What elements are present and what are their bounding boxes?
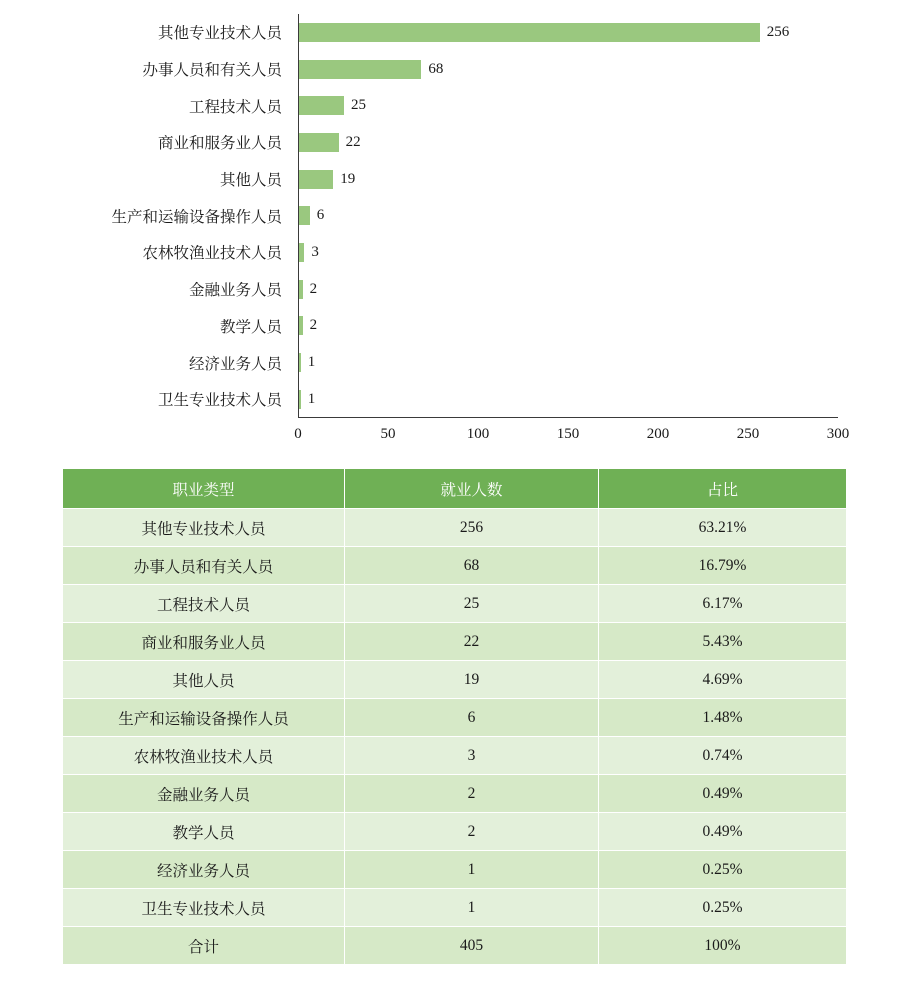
chart-bar-row [299, 161, 838, 198]
table-row [63, 889, 847, 927]
table-cell: 100% [599, 927, 847, 965]
chart-x-axis [294, 418, 850, 448]
chart-category-label: 农林牧渔业技术人员 [142, 245, 282, 263]
chart-bar-row [299, 234, 838, 271]
table-cell: 1 [345, 851, 599, 889]
bar-chart [0, 0, 908, 455]
table-row [63, 851, 847, 889]
table-row [63, 775, 847, 813]
table-cell: 金融业务人员 [63, 775, 345, 813]
chart-bar-value: 68 [428, 60, 444, 77]
table-row [63, 585, 847, 623]
chart-category-label: 其他人员 [219, 172, 282, 190]
chart-bar-row [299, 308, 838, 345]
chart-x-tick: 200 [646, 426, 670, 442]
table-cell: 生产和运输设备操作人员 [63, 699, 345, 737]
chart-bar-row [299, 197, 838, 234]
chart-category-labels [0, 14, 290, 418]
table-cell: 0.49% [599, 775, 847, 813]
chart-bar-value: 6 [316, 207, 325, 224]
chart-bar-value: 2 [309, 280, 318, 297]
table-cell: 3 [345, 737, 599, 775]
data-table-wrap [62, 468, 846, 965]
table-cell: 68 [345, 547, 599, 585]
chart-x-tick: 50 [380, 426, 396, 442]
table-cell: 工程技术人员 [63, 585, 345, 623]
chart-bar-value: 256 [766, 23, 790, 40]
chart-bar-value: 1 [307, 354, 316, 371]
chart-category-label: 教学人员 [219, 318, 282, 336]
table-header-cell: 占比 [599, 469, 847, 509]
chart-category-label: 商业和服务业人员 [157, 135, 282, 153]
table-cell: 卫生专业技术人员 [63, 889, 345, 927]
chart-bar [299, 133, 339, 152]
chart-bar [299, 243, 304, 262]
table-row [63, 661, 847, 699]
table-cell: 教学人员 [63, 813, 345, 851]
table-header-cell: 职业类型 [63, 469, 345, 509]
table-cell: 2 [345, 813, 599, 851]
chart-bar-row [299, 87, 838, 124]
table-cell: 25 [345, 585, 599, 623]
table-cell: 16.79% [599, 547, 847, 585]
table-cell: 合计 [63, 927, 345, 965]
chart-bar-value: 19 [340, 170, 356, 187]
chart-bar-value: 22 [345, 133, 361, 150]
chart-category-label: 生产和运输设备操作人员 [111, 208, 282, 226]
table-row [63, 623, 847, 661]
chart-category-label: 其他专业技术人员 [157, 25, 282, 43]
chart-x-tick: 150 [556, 426, 580, 442]
table-cell: 其他专业技术人员 [63, 509, 345, 547]
table-row [63, 813, 847, 851]
occupation-table [62, 468, 847, 965]
chart-bar-row [299, 381, 838, 418]
table-cell: 1 [345, 889, 599, 927]
chart-bar-value: 2 [309, 317, 318, 334]
chart-x-tick: 100 [466, 426, 490, 442]
chart-category-label: 卫生专业技术人员 [157, 392, 282, 410]
chart-bar-row [299, 14, 838, 51]
table-cell: 4.69% [599, 661, 847, 699]
chart-bar [299, 280, 303, 299]
table-row [63, 699, 847, 737]
table-cell: 6 [345, 699, 599, 737]
table-cell: 63.21% [599, 509, 847, 547]
table-cell: 其他人员 [63, 661, 345, 699]
chart-bar [299, 316, 303, 335]
table-cell: 0.74% [599, 737, 847, 775]
table-cell: 256 [345, 509, 599, 547]
chart-bar [299, 23, 760, 42]
chart-bar [299, 353, 301, 372]
table-cell: 0.25% [599, 851, 847, 889]
chart-bar-row [299, 271, 838, 308]
chart-x-tick: 0 [294, 426, 302, 442]
table-body [63, 509, 847, 965]
table-row [63, 737, 847, 775]
chart-bar-value: 3 [311, 243, 319, 260]
chart-x-tick: 300 [826, 426, 850, 442]
table-row [63, 547, 847, 585]
chart-bar-value: 1 [307, 390, 316, 407]
chart-bar-row [299, 51, 838, 88]
chart-category-label: 经济业务人员 [188, 355, 282, 373]
chart-bar-value: 25 [351, 97, 366, 114]
table-row [63, 927, 847, 965]
chart-bar [299, 96, 344, 115]
chart-category-label: 金融业务人员 [188, 282, 282, 300]
chart-category-label: 工程技术人员 [188, 98, 282, 116]
table-cell: 1.48% [599, 699, 847, 737]
chart-bar [299, 60, 421, 79]
table-cell: 19 [345, 661, 599, 699]
chart-plot-area [298, 14, 838, 418]
table-cell: 6.17% [599, 585, 847, 623]
chart-bar [299, 390, 301, 409]
chart-x-tick: 250 [736, 426, 760, 442]
chart-bar-row [299, 124, 838, 161]
table-header-row [63, 469, 847, 509]
table-cell: 商业和服务业人员 [63, 623, 345, 661]
table-cell: 22 [345, 623, 599, 661]
chart-bar [299, 170, 333, 189]
table-cell: 办事人员和有关人员 [63, 547, 345, 585]
table-header-cell: 就业人数 [345, 469, 599, 509]
table-cell: 农林牧渔业技术人员 [63, 737, 345, 775]
chart-bar [299, 206, 310, 225]
table-cell: 0.25% [599, 889, 847, 927]
table-cell: 0.49% [599, 813, 847, 851]
chart-bars [299, 14, 838, 417]
table-cell: 2 [345, 775, 599, 813]
table-cell: 405 [345, 927, 599, 965]
table-row [63, 509, 847, 547]
table-cell: 5.43% [599, 623, 847, 661]
chart-bar-row [299, 344, 838, 381]
table-cell: 经济业务人员 [63, 851, 345, 889]
chart-category-label: 办事人员和有关人员 [142, 62, 282, 80]
